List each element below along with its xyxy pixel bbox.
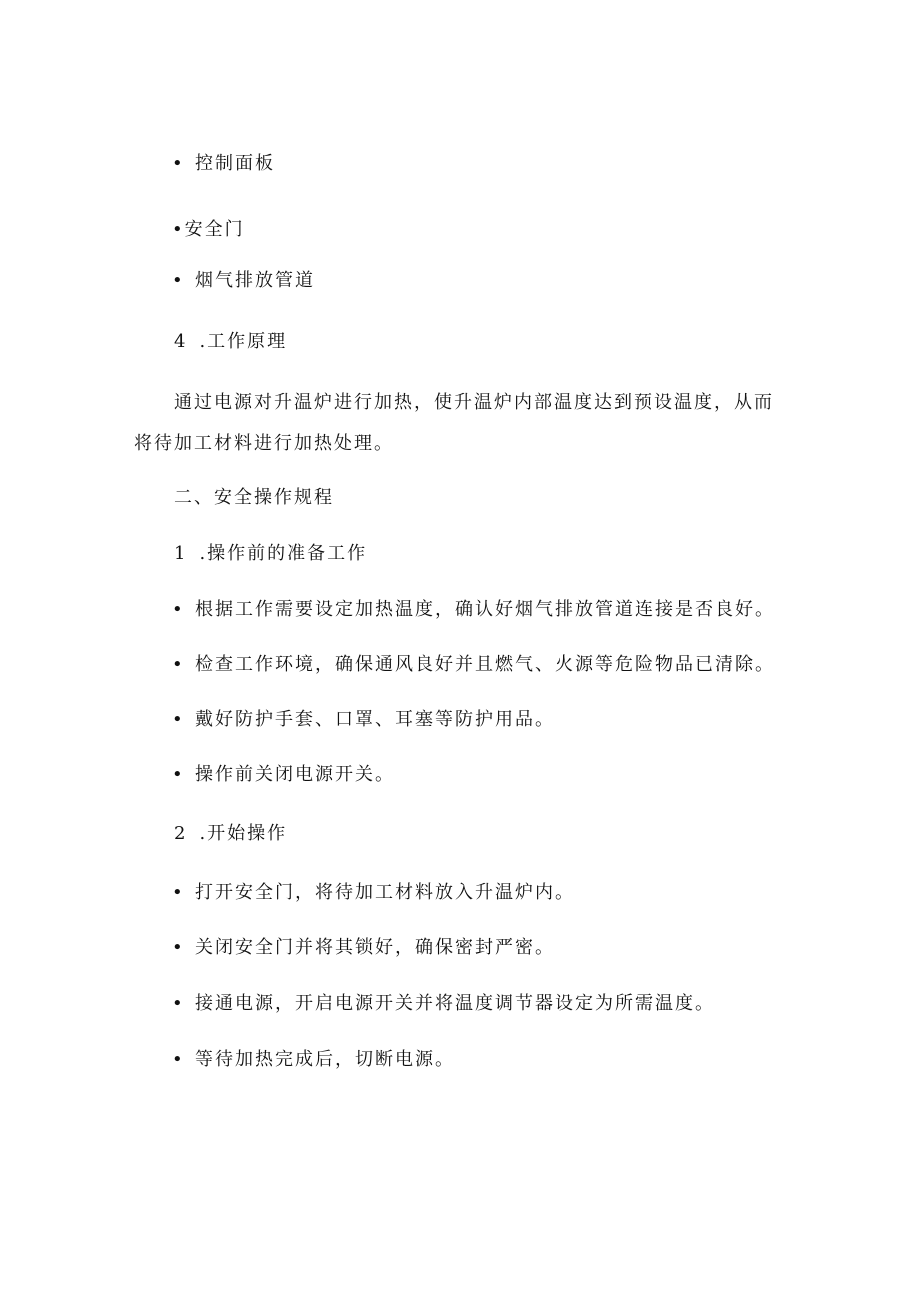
- list-item: 操作前关闭电源开关。: [195, 764, 395, 785]
- paragraph-line: 将待加工材料进行加热处理。: [134, 433, 394, 454]
- list-item: 接通电源，开启电源开关并将温度调节器设定为所需温度。: [195, 993, 715, 1014]
- bullet-icon: •: [172, 654, 183, 675]
- step-title: .操作前的准备工作: [199, 543, 368, 564]
- bullet-icon: •: [172, 599, 183, 620]
- step-heading-start-operation: [174, 822, 287, 846]
- step-number: 1: [174, 543, 186, 564]
- bullet-icon: •: [172, 709, 183, 730]
- section-heading-working-principle: [174, 330, 287, 354]
- list-item-flue-duct: 烟气排放管道: [195, 270, 315, 291]
- paragraph-line: 通过电源对升温炉进行加热，使升温炉内部温度达到预设温度，从而: [174, 392, 774, 413]
- bullet-icon: •: [172, 1049, 183, 1070]
- section-number: 4: [174, 331, 186, 352]
- list-item: 关闭安全门并将其锁好，确保密封严密。: [195, 937, 555, 958]
- step-number: 2: [174, 823, 186, 844]
- list-item-safety-door: •安全门: [172, 219, 245, 240]
- list-item: 检查工作环境，确保通风良好并且燃气、火源等危险物品已清除。: [195, 654, 775, 675]
- bullet-icon: •: [172, 882, 183, 903]
- bullet-icon: •: [172, 764, 183, 785]
- bullet-icon: •: [172, 270, 183, 291]
- list-item: 打开安全门，将待加工材料放入升温炉内。: [195, 882, 575, 903]
- step-heading-preparation: [174, 542, 367, 566]
- chapter-heading-safety-rules: 二、安全操作规程: [174, 487, 334, 508]
- section-title: .工作原理: [199, 331, 288, 352]
- list-item: 戴好防护手套、口罩、耳塞等防护用品。: [195, 709, 555, 730]
- bullet-icon: •: [172, 937, 183, 958]
- bullet-icon: •: [172, 153, 183, 174]
- list-item: 根据工作需要设定加热温度，确认好烟气排放管道连接是否良好。: [195, 599, 775, 620]
- list-item: 等待加热完成后，切断电源。: [195, 1049, 455, 1070]
- step-title: .开始操作: [199, 823, 288, 844]
- list-item-control-panel: 控制面板: [195, 153, 275, 174]
- bullet-icon: •: [172, 993, 183, 1014]
